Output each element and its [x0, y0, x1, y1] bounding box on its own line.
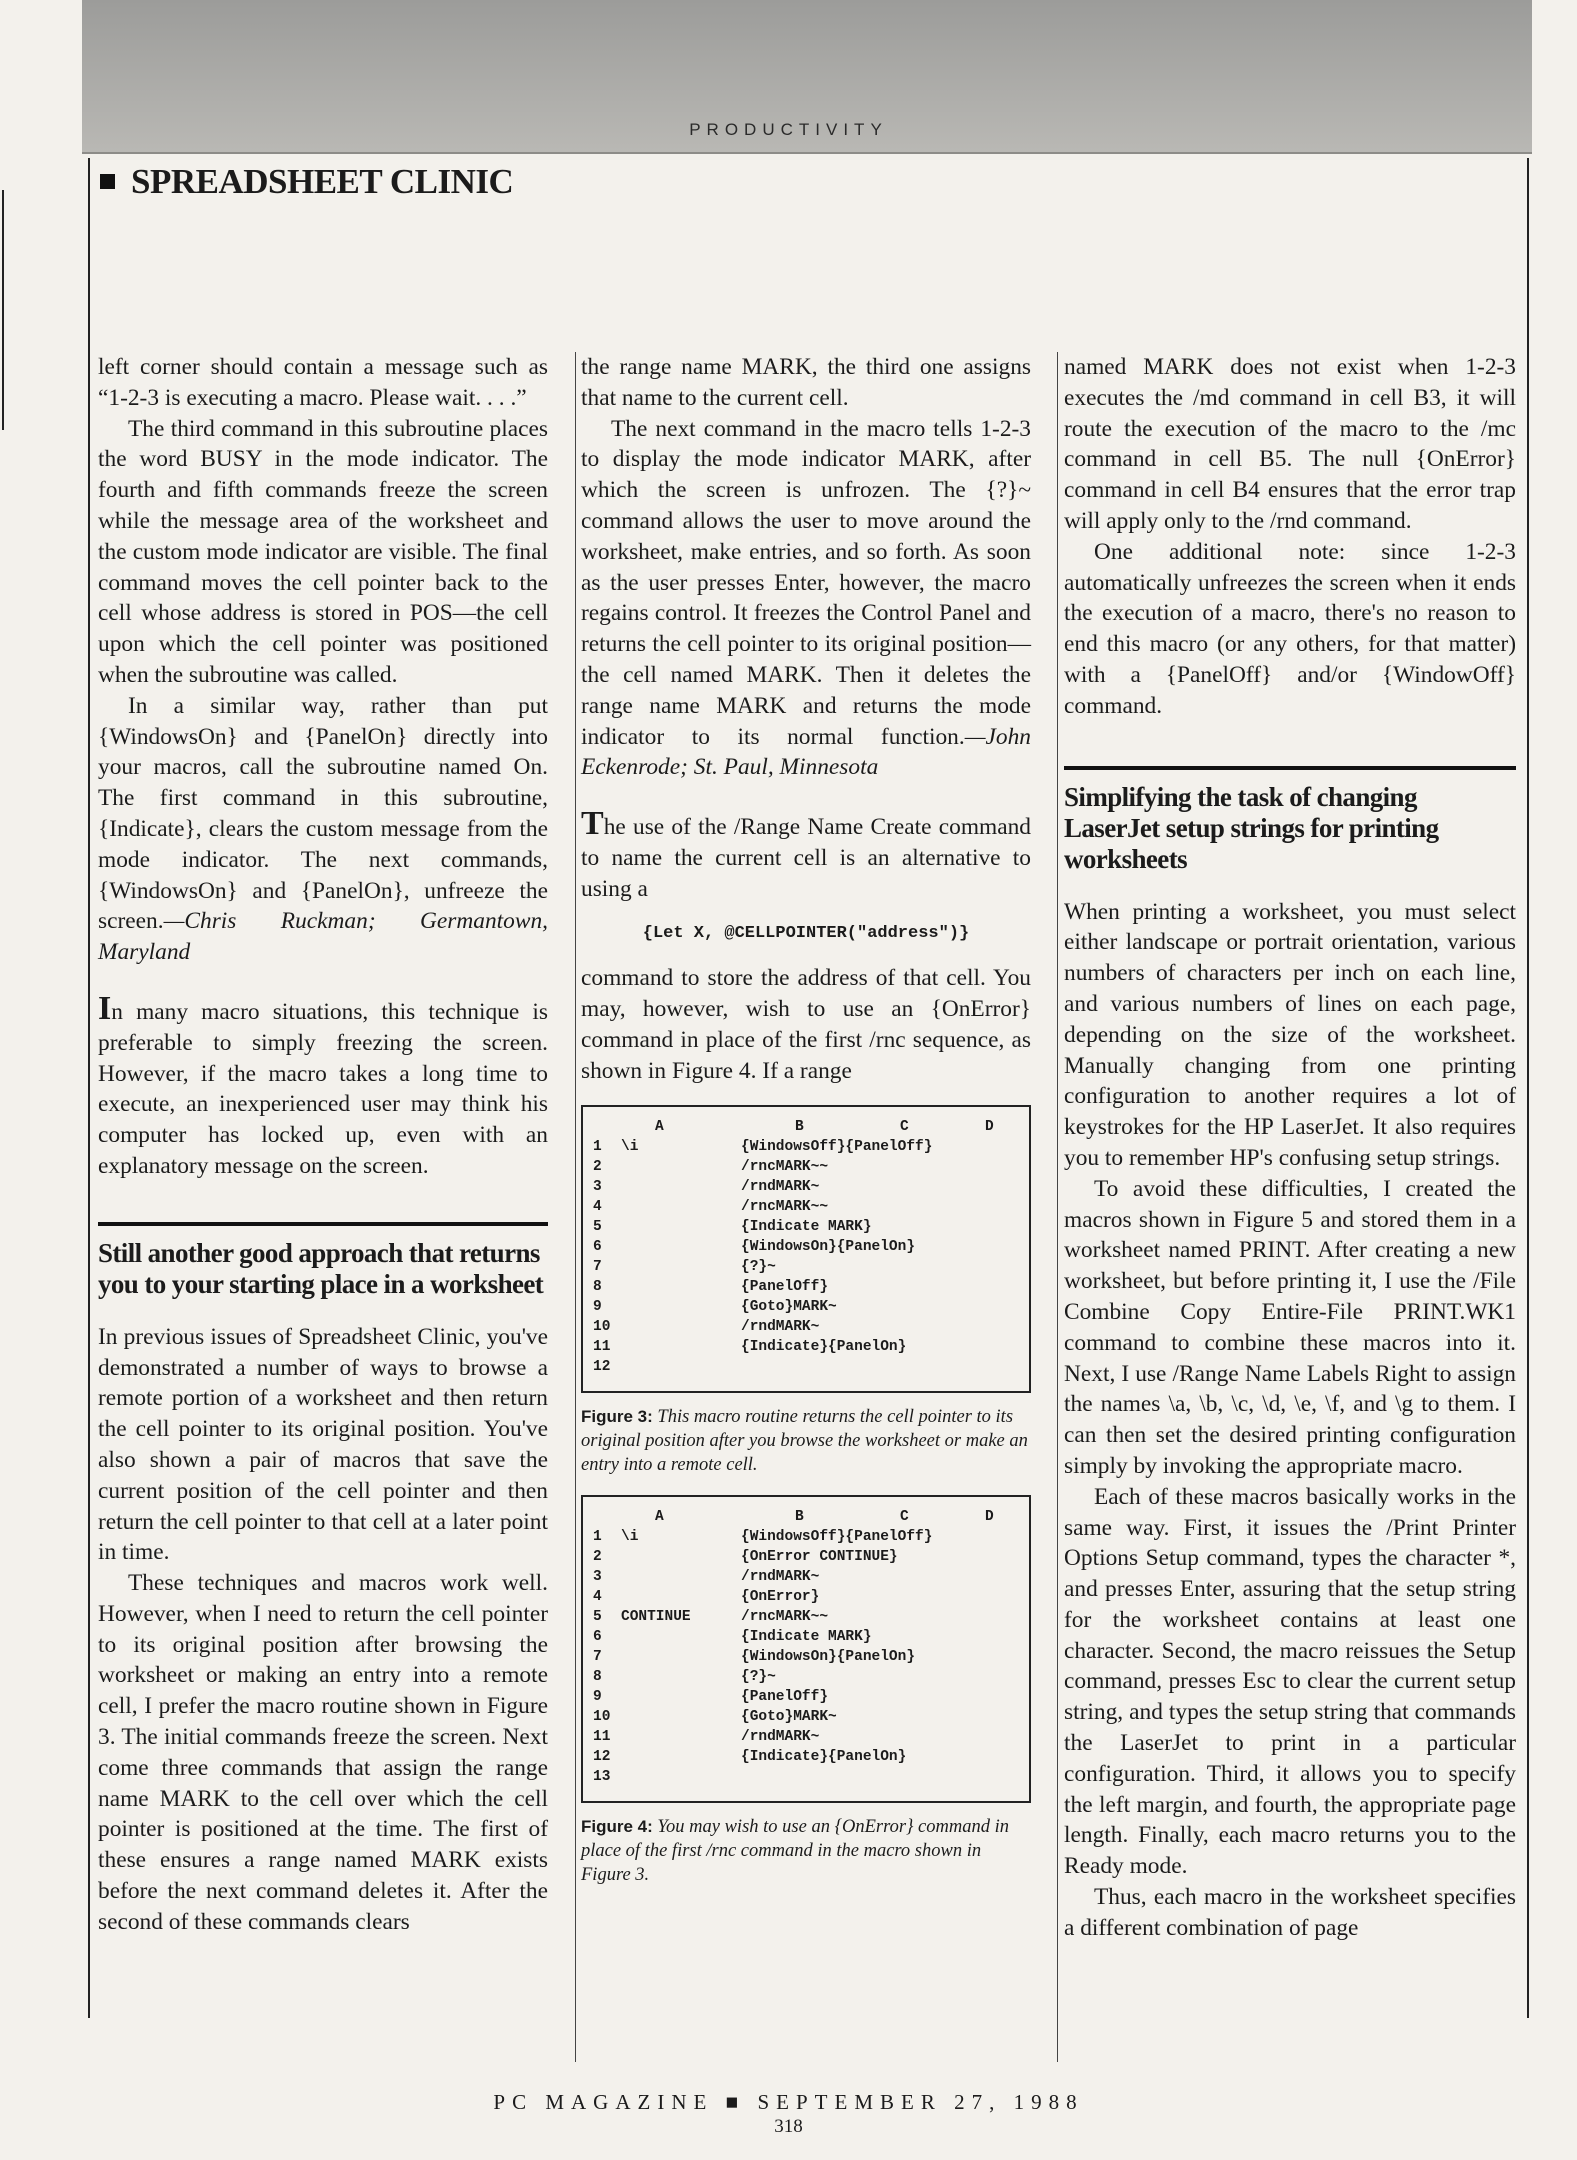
row-number: 11 [593, 1338, 611, 1355]
row-number: 3 [593, 1568, 602, 1585]
listing-row [593, 1237, 1019, 1257]
row-number: 6 [593, 1238, 602, 1255]
col-header: A [655, 1118, 664, 1135]
figure-label: Figure 3: [581, 1406, 653, 1426]
col-header: C [900, 1508, 909, 1525]
row-command: {WindowsOff}{PanelOff} [741, 1528, 933, 1545]
author-signature: —John Eckenrode; St. Paul, Minnesota [581, 723, 1031, 781]
listing-row [593, 1627, 1019, 1647]
listing-row [593, 1527, 1019, 1547]
footer-publication: PC MAGAZINE ■ SEPTEMBER 27, 1988 [493, 2090, 1084, 2114]
caption-text: This macro routine returns the cell pointer to its original position after you browse the worksheet or make an entry into a remote cell. [581, 1406, 1028, 1475]
row-command: /rndMARK~ [741, 1318, 820, 1335]
row-number: 3 [593, 1178, 602, 1195]
row-label [621, 1687, 741, 1707]
section-label: PRODUCTIVITY [689, 120, 888, 139]
paragraph: These techniques and macros work well. However, when I need to return the cell pointer to its original position after browsing the worksheet or making an entry into a remote cell, I prefer the macro routine shown in Figure 3. The initial commands freeze the screen. Next come three commands that assign the range name MARK to the cell over which the cell pointer is positioned at the time. The first of these ensures a range named MARK exists before the next command deletes it. After the second of these commands clears [98, 1570, 548, 1935]
row-number: 8 [593, 1668, 602, 1685]
listing-row [593, 1357, 1019, 1377]
column-title [100, 162, 513, 202]
row-label [621, 1317, 741, 1337]
row-command: {WindowsOff}{PanelOff} [741, 1138, 933, 1155]
row-number: 10 [593, 1708, 611, 1725]
listing-row [593, 1747, 1019, 1767]
row-command: {Indicate}{PanelOn} [741, 1748, 907, 1765]
paragraph: One additional note: since 1-2-3 automatically unfreezes the screen when it ends the execution of a macro, there's no reason to end this macro (or any others, for that matter) with a {PanelOff} and/or {WindowOff} command. [1064, 538, 1516, 719]
row-label [621, 1547, 741, 1567]
listing-row [593, 1707, 1019, 1727]
listing-row [593, 1647, 1019, 1667]
section-divider [1064, 766, 1516, 875]
paragraph: The use of the /Range Name Create command to name the current cell is an alternative to using a [581, 805, 1031, 902]
row-number: 2 [593, 1548, 602, 1565]
row-command [741, 1357, 1019, 1377]
listing-row [593, 1667, 1019, 1687]
row-label [621, 1587, 741, 1607]
listing-row [593, 1277, 1019, 1297]
listing-row [593, 1177, 1019, 1197]
column-title-text: SPREADSHEET CLINIC [131, 162, 514, 201]
col-header: D [985, 1508, 994, 1525]
section-divider [98, 1222, 548, 1300]
row-number: 7 [593, 1648, 602, 1665]
row-label [621, 1237, 741, 1257]
row-label [621, 1197, 741, 1217]
row-command: {Indicate MARK} [741, 1218, 872, 1235]
figure-caption [581, 1815, 1031, 1887]
row-command: /rndMARK~ [741, 1728, 820, 1745]
code-snippet: {Let X, @CELLPOINTER("address")} [642, 923, 970, 943]
row-number: 10 [593, 1318, 611, 1335]
right-rule [1527, 158, 1529, 2018]
paragraph [98, 691, 548, 968]
row-number: 9 [593, 1298, 602, 1315]
row-label [621, 1747, 741, 1767]
page-edge-rule [2, 190, 4, 430]
listing-row [593, 1337, 1019, 1357]
listing-row [593, 1607, 1019, 1627]
row-label [621, 1647, 741, 1667]
paragraph: left corner should contain a message such as “1-2-3 is executing a macro. Please wait. . . .” [98, 354, 548, 411]
row-command: {PanelOff} [741, 1278, 829, 1295]
paragraph-text: The next command in the macro tells 1-2-3 to display the mode indicator MARK, after which the screen is unfrozen. The {?}~ command allows the user to move around the worksheet, make entries, and so forth. As soon as the user presses Enter, however, the macro regains control. It freezes the Control Panel and returns the cell pointer to its original position—the cell named MARK. Then it deletes the range name MARK and returns the mode indicator to its normal function. [581, 415, 1031, 750]
row-number: 13 [593, 1768, 611, 1785]
paragraph: When printing a worksheet, you must select either landscape or portrait orientation, various numbers of characters per inch on each line, and various numbers of lines on each page, depending on the size of the worksheet. Manually changing from one printing configuration to another requires a lot of keystrokes for the HP LaserJet. It also requires you to remember HP's confusing setup strings. [1064, 898, 1516, 1171]
listing-row [593, 1317, 1019, 1337]
row-label: CONTINUE [621, 1608, 691, 1625]
row-command: {WindowsOn}{PanelOn} [741, 1238, 916, 1255]
paragraph: the range name MARK, the third one assigns that name to the current cell. [581, 354, 1031, 411]
row-label [621, 1157, 741, 1177]
column-divider [575, 352, 576, 2062]
row-label [621, 1767, 741, 1787]
row-command: /rncMARK~~ [741, 1198, 829, 1215]
listing-row [593, 1687, 1019, 1707]
paragraph: In many macro situations, this technique is preferable to simply freezing the screen. However, if the macro takes a long time to execute, an inexperienced user may think his computer has locked up, even with an explanatory message on the screen. [98, 989, 548, 1179]
row-number: 5 [593, 1218, 602, 1235]
row-label [621, 1297, 741, 1317]
row-label: \i [621, 1528, 639, 1545]
paragraph: Thus, each macro in the worksheet specifies a different combination of page [1064, 1884, 1516, 1941]
row-number: 4 [593, 1198, 602, 1215]
paragraph [581, 414, 1031, 784]
listing-row [593, 1197, 1019, 1217]
paragraph: named MARK does not exist when 1-2-3 executes the /md command in cell B3, it will route the execution of the macro to the /mc command in cell B5. The null {OnError} command in cell B4 ensures that the error trap will apply only to the /rnd command. [1064, 354, 1516, 534]
row-command: /rncMARK~~ [741, 1608, 829, 1625]
row-number: 9 [593, 1688, 602, 1705]
row-number: 11 [593, 1728, 611, 1745]
left-rule [88, 158, 90, 2018]
figure-column-headers [593, 1117, 1019, 1137]
paragraph: command to store the address of that cell. You may, however, wish to use an {OnError} command in place of the first /rnc sequence, as shown in Figure 4. If a range [581, 965, 1031, 1084]
row-command: {PanelOff} [741, 1688, 829, 1705]
column-2 [581, 352, 1031, 1887]
row-number: 4 [593, 1588, 602, 1605]
row-label [621, 1257, 741, 1277]
col-header: A [655, 1508, 664, 1525]
row-label [621, 1277, 741, 1297]
column-divider [1057, 352, 1058, 2062]
row-number: 8 [593, 1278, 602, 1295]
row-number: 2 [593, 1158, 602, 1175]
square-bullet-icon [100, 174, 115, 189]
listing-row [593, 1767, 1019, 1787]
col-header: B [795, 1118, 804, 1135]
author-signature: —Chris Ruckman; Germantown, Maryland [98, 908, 548, 966]
row-command: /rncMARK~~ [741, 1158, 829, 1175]
row-command: {Goto}MARK~ [741, 1298, 837, 1315]
row-label [621, 1567, 741, 1587]
listing-row [593, 1727, 1019, 1747]
row-command: /rndMARK~ [741, 1178, 820, 1195]
row-label [621, 1707, 741, 1727]
row-command: {?}~ [741, 1258, 776, 1275]
figure-caption [581, 1405, 1031, 1477]
listing-row [593, 1547, 1019, 1567]
page-number: 318 [774, 2116, 803, 2137]
listing-row [593, 1257, 1019, 1277]
col-header: C [900, 1118, 909, 1135]
row-number: 6 [593, 1628, 602, 1645]
row-label [621, 1627, 741, 1647]
paragraph: Each of these macros basically works in the same way. First, it issues the /Print Printer Options Setup command, types the character *, and presses Enter, assuring that the setup string for the worksheet contains at least one character. Second, the macro reissues the Setup command, presses Esc to clear the current setup string, and types the setup string that commands the LaserJet to print in a particular configuration. Third, it allows you to specify the left margin, and fourth, the appropriate page length. Finally, each macro returns you to the Ready mode. [1064, 1483, 1516, 1880]
row-number: 12 [593, 1358, 611, 1375]
listing-row [593, 1137, 1019, 1157]
paragraph: To avoid these difficulties, I created the macros shown in Figure 5 and stored them in a worksheet named PRINT. After creating a new worksheet, but before printing it, I use the /File Combine Copy Entire-File PRINT.WK1 command to combine these macros into it. Next, I use /Range Name Labels Right to assign the names \a, \b, \c, \d, \e, \f, and \g to them. I can then set the desired printing configuration simply by invoking the appropriate macro. [1064, 1175, 1516, 1479]
row-label [621, 1667, 741, 1687]
row-command: {WindowsOn}{PanelOn} [741, 1648, 916, 1665]
row-label [621, 1177, 741, 1197]
listing-row [593, 1157, 1019, 1177]
row-number: 1 [593, 1138, 602, 1155]
col-header: B [795, 1508, 804, 1525]
listing-row [593, 1587, 1019, 1607]
figure-3-listing [581, 1105, 1031, 1393]
column-3 [1064, 352, 1516, 1944]
row-command [741, 1767, 1019, 1787]
row-number: 12 [593, 1748, 611, 1765]
row-label [621, 1357, 741, 1377]
caption-text: You may wish to use an {OnError} command in place of the first /rnc command in the macro shown in Figure 3. [581, 1816, 1010, 1885]
row-label [621, 1217, 741, 1237]
row-command: {Indicate MARK} [741, 1628, 872, 1645]
row-command: {?}~ [741, 1668, 776, 1685]
row-command: {Goto}MARK~ [741, 1708, 837, 1725]
row-label [621, 1727, 741, 1747]
listing-row [593, 1217, 1019, 1237]
row-command: {OnError CONTINUE} [741, 1548, 898, 1565]
figure-label: Figure 4: [581, 1816, 653, 1836]
row-number: 5 [593, 1608, 602, 1625]
figure-4-listing [581, 1495, 1031, 1803]
col-header: D [985, 1118, 994, 1135]
row-command: {OnError} [741, 1588, 820, 1605]
listing-row [593, 1297, 1019, 1317]
column-1 [98, 352, 548, 1938]
row-label [621, 1337, 741, 1357]
row-label: \i [621, 1138, 639, 1155]
section-heading: Simplifying the task of changing LaserJet setup strings for printing worksheets [1064, 781, 1439, 874]
row-command: {Indicate}{PanelOn} [741, 1338, 907, 1355]
listing-row [593, 1567, 1019, 1587]
row-number: 7 [593, 1258, 602, 1275]
paragraph: The third command in this subroutine places the word BUSY in the mode indicator. The fourth and fifth commands freeze the screen while the message area of the worksheet and the custom mode indicator are visible. The final command moves the cell pointer back to the cell whose address is stored in POS—the cell upon which the cell pointer was positioned when the subroutine was called. [98, 415, 548, 688]
row-command: /rndMARK~ [741, 1568, 820, 1585]
paragraph: In previous issues of Spreadsheet Clinic, you've demonstrated a number of ways to browse a remote portion of a worksheet and then return the cell pointer to its original position. You've also shown a pair of macros that save the current position of the cell pointer and then return the cell pointer to that cell at a later point in time. [98, 1323, 548, 1566]
row-number: 1 [593, 1528, 602, 1545]
paragraph-text: In a similar way, rather than put {WindowsOn} and {PanelOn} directly into your macros, call the subroutine named On. The first command in this subroutine, {Indicate}, clears the custom message from the mode indicator. The next commands, {WindowsOn} and {PanelOn}, unfreeze the screen. [98, 692, 548, 935]
section-heading: Still another good approach that returns you to your starting place in a worksheet [98, 1237, 544, 1299]
figure-column-headers [593, 1507, 1019, 1527]
